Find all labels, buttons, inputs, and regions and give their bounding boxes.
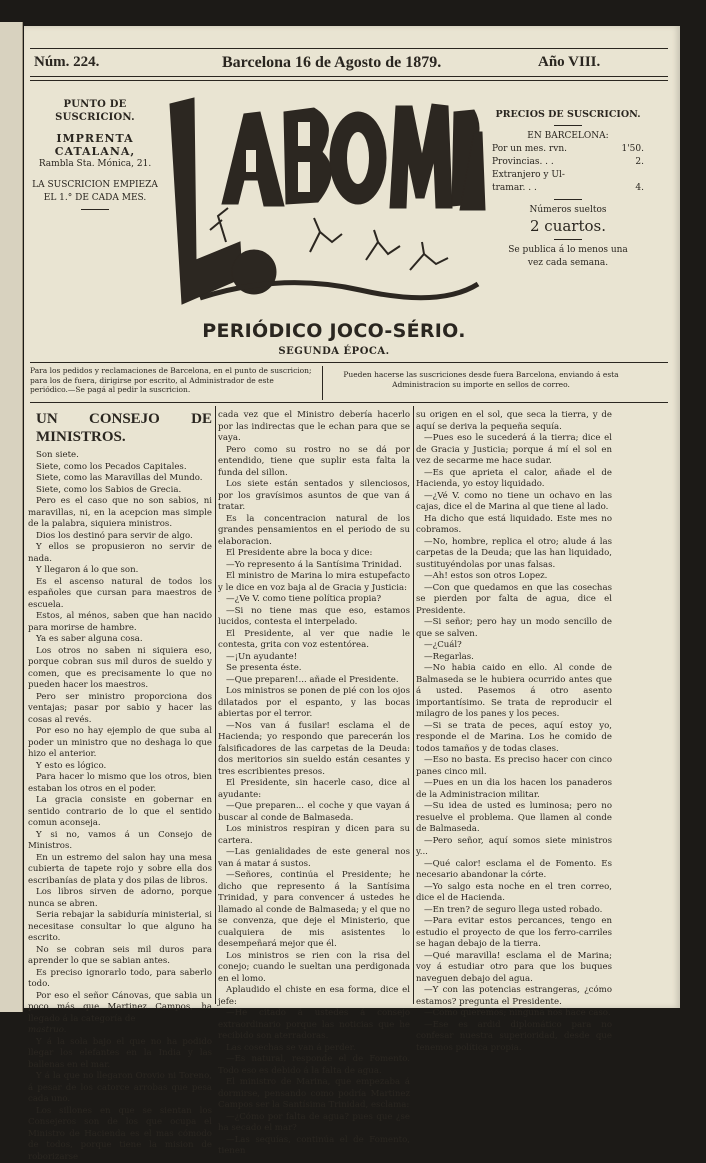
- column-rule-2: [413, 406, 414, 1004]
- price-row: tramar. . . 4.: [492, 182, 644, 195]
- right-box-divider-top: [554, 125, 582, 126]
- paragraph: Es preciso ignorarlo todo, para saberlo todo.: [28, 968, 212, 991]
- figure-standing: [210, 208, 228, 242]
- paragraph: Ha dicho que está liquidado. Este mes no cobramos.: [416, 514, 612, 537]
- subscription-point-heading: PUNTO DE SUSCRICION.: [32, 98, 158, 124]
- orders-notice: Para los pedidos y reclamaciones de Barcelona, en el punto de suscricion; para los de fuera, dirigirse por escrito, al Administrador de este periódico.—Se pagá al pedir la suscricion.: [30, 366, 312, 395]
- paragraph: El Presidente, sin hacerle caso, dice al ayudante:: [218, 778, 410, 801]
- masthead-top-rule: [30, 48, 668, 49]
- subscription-prices-box: [492, 108, 644, 270]
- paragraph: —¿Cómo por falta de agua? pues que ¿se ha secado el mar?: [218, 1112, 410, 1135]
- issue-number: Núm. 224.: [34, 54, 99, 71]
- paragraph: Ya es saber alguna cosa.: [28, 634, 212, 646]
- paragraph: —Pero señor, aquí somos siete ministros y...: [416, 836, 612, 859]
- subscription-point-box: [32, 98, 158, 214]
- figure-running-1: [310, 218, 342, 252]
- single-issue-price: 2 cuartos.: [492, 217, 644, 235]
- paragraph: Son siete.: [28, 450, 212, 462]
- article-column-1: [28, 410, 212, 1163]
- paragraph: —Qué maravilla! esclama el de Marina; voy á estudiar otro para que los buques naveguen debajo del agua.: [416, 951, 612, 986]
- paragraph: La gracia consiste en gobernar en sentido contrario de lo que el sentido comun aconseja.: [28, 795, 212, 830]
- article-column-2: [218, 410, 410, 1158]
- paragraph: Las cosechas se van á perder.: [218, 1043, 410, 1055]
- price-row: Extranjero y Ul-: [492, 169, 644, 182]
- paragraph: Y á la que no llegaron Orovio ni Toreno, á pesar de los catorce arrobas que pesa cada uno.: [28, 1071, 212, 1106]
- paragraph: Y llegaron á lo que son.: [28, 565, 212, 577]
- paragraph: Pero ser ministro proporciona dos ventajas; pasar por sabio y hacer las cosas al revés.: [28, 692, 212, 727]
- paragraph: —Pues eso le sucederá á la tierra; dice el de Gracia y Justicia; porque á mí el sol en vez de secarme me hace sudar.: [416, 433, 612, 468]
- single-issues-label: Números sueltos: [492, 204, 644, 217]
- paragraph: —Regarlas.: [416, 652, 612, 664]
- previous-page-edge: [0, 22, 23, 1012]
- newspaper-subtitle: PERIÓDICO JOCO-SÉRIO.: [164, 320, 504, 342]
- paragraph: —Yo salgo esta noche en el tren correo, dice el de Hacienda.: [416, 882, 612, 905]
- notice-bottom-rule: [30, 402, 668, 403]
- paragraph: Dios los destinó para servir de algo.: [28, 531, 212, 543]
- paragraph: —Eso no basta. Es preciso hacer con cinco panes cinco mil.: [416, 755, 612, 778]
- paragraph: —¿Cuál?: [416, 640, 612, 652]
- paragraph: Los libros sirven de adorno, porque nunca se abren.: [28, 887, 212, 910]
- subscription-start-line2: EL 1.° DE CADA MES.: [32, 192, 158, 205]
- paragraph: —Qué calor! esclama el de Fomento. Es necesario abandonar la córte.: [416, 859, 612, 882]
- paragraph: —¡Un ayudante!: [218, 652, 410, 664]
- paragraph: —Como queremos; ninguna nos hace caso.: [416, 1008, 612, 1020]
- paragraph: Por eso el señor Cánovas, que sabia un poco más que Martinez Campos, ha llegado á la categoría de: [28, 991, 212, 1026]
- press-name-line2: CATALANA,: [32, 145, 158, 158]
- paragraph: Los sillones en que se sientan los Consejeros son de los que ocupa el Ministro de Hacienda es el mas cómodo de todos, porque tiene la mision de roborizarse: [28, 1106, 212, 1163]
- paragraph: No se cobran seis mil duros para aprender lo que se sabian antes.: [28, 945, 212, 968]
- paragraph: Los ministros se ponen de pié con los ojos dilatados por el espanto, y las bocas abiertas por el terror.: [218, 686, 410, 721]
- paragraph: —¿Vé V. como no tiene un ochavo en las cajas, dice el de Marina al que tiene al lado.: [416, 491, 612, 514]
- paragraph: —Con que quedamos en que las cosechas se pierden por falta de agua, dice el Presidente.: [416, 583, 612, 618]
- paragraph: —Para evitar estos percances, tengo en estudio el proyecto de que los ferro-carriles se hagan debajo de la tierra.: [416, 916, 612, 951]
- paragraph: su origen en el sol, que seca la tierra, y de aquí se deriva la pequeña sequía.: [416, 410, 612, 433]
- paragraph: Aplaudido el chiste en esa forma, dice el jefe:: [218, 985, 410, 1008]
- press-address: Rambla Sta. Mónica, 21.: [32, 158, 158, 171]
- paragraph: El ministro de Marina lo mira estupefacto y le dice en voz baja al de Gracia y Justicia:: [218, 571, 410, 594]
- paragraph: Los ministros respiran y dicen para su cartera.: [218, 824, 410, 847]
- paragraph: Los ministros se rien con la risa del conejo; cuando le sueltan una perdigonada en el lomo.: [218, 951, 410, 986]
- remote-subscription-notice: Pueden hacerse las suscriciones desde fuera Barcelona, enviando á esta Administracion su importe en sellos de correo.: [338, 366, 624, 389]
- notice-top-rule: [30, 362, 668, 363]
- price-row: Provincias. . . 2.: [492, 156, 644, 169]
- right-box-divider-mid: [554, 199, 582, 200]
- article-column-3: [416, 410, 612, 1054]
- figure-running-2: [366, 230, 400, 260]
- paragraph: —Si no tiene mas que eso, estamos lucidos, contesta el interpelado.: [218, 606, 410, 629]
- figure-running-3: [410, 242, 448, 270]
- paragraph: Siete, como las Maravillas del Mundo.: [28, 473, 212, 485]
- paragraph: —No, hombre, replica el otro; alude á las carpetas de la Deuda; que las han liquidado, sustituyéndolas por unas falsas.: [416, 537, 612, 572]
- paragraph: —Que preparen... el coche y que vayan á buscar al conde de Balmaseda.: [218, 801, 410, 824]
- paragraph: Siete, como los Sabios de Grecia.: [28, 485, 212, 497]
- paragraph: Y á la sola bajo el que no ha podido llegar los elefantes en la India y las ballenas en el mar.: [28, 1037, 212, 1072]
- price-row: Por un mes. rvn. 1'50.: [492, 143, 644, 156]
- issue-year: Año VIII.: [538, 54, 600, 71]
- masthead-bottom-rule: [30, 76, 668, 77]
- issue-date: Barcelona 16 de Agosto de 1879.: [222, 54, 441, 72]
- subscription-start-line1: LA SUSCRICION EMPIEZA: [32, 179, 158, 192]
- paragraph: —En tren? de seguro llega usted robado.: [416, 905, 612, 917]
- paragraph: —Las sequías, continúa el de Fomento, tienen: [218, 1135, 410, 1158]
- paragraph: —He citado á ustedes á consejo extraordinario porque las noticias que he recibido son aterradoras.: [218, 1008, 410, 1043]
- paragraph: Para hacer lo mismo que los otros, bien estaban los otros en el poder.: [28, 772, 212, 795]
- press-name-line1: IMPRENTA: [32, 132, 158, 145]
- paragraph: mastruo.: [28, 1025, 212, 1037]
- left-box-divider: [81, 209, 109, 210]
- paragraph: —Que preparen!... añade el Presidente.: [218, 675, 410, 687]
- paragraph: Y ellos se propusieron no servir de nada.: [28, 542, 212, 565]
- paragraph: —Yo represento á la Santísima Trinidad.: [218, 560, 410, 572]
- paragraph: —Es que aprieta el calor, añade el de Hacienda, yo estoy liquidado.: [416, 468, 612, 491]
- right-box-divider-low: [554, 239, 582, 240]
- prices-city: EN BARCELONA:: [492, 130, 644, 143]
- newspaper-page: [24, 26, 680, 1008]
- paragraph: —Las genialidades de este general nos van á matar á sustos.: [218, 847, 410, 870]
- prices-heading: PRECIOS DE SUSCRICION.: [492, 108, 644, 121]
- column-rule-1: [215, 406, 216, 1004]
- masthead-double-rule: [30, 80, 668, 81]
- paragraph: —¿Ve V. como tiene política propia?: [218, 594, 410, 606]
- paragraph: Los otros no saben ni siquiera eso, porque cobran sus mil duros de sueldo y comen, que es precisamente lo que no pueden hacer los maestros.: [28, 646, 212, 692]
- paragraph: Se presenta éste.: [218, 663, 410, 675]
- paragraph: —Ah! estos son otros Lopez.: [416, 571, 612, 583]
- paragraph: —Es natural, responde el de Fomento. Todo eso es debido á la falta de agua.: [218, 1054, 410, 1077]
- paragraph: —Si señor; pero hay un modo sencillo de que se salven.: [416, 617, 612, 640]
- paragraph: —Señores, continúa el Presidente; he dicho que represento á la Santísima Trinidad, y para convencer á ustedes he llamado al conde de Balmaseda; y el que no se convenza, que deje el Ministerio, que cualquiera de mis asistentes lo desempeñará mejor que él.: [218, 870, 410, 951]
- paragraph: Por eso no hay ejemplo de que suba al poder un ministro que no deshaga lo que hizo el anterior.: [28, 726, 212, 761]
- paragraph: El Presidente, al ver que nadie le contesta, grita con voz estentórea.: [218, 629, 410, 652]
- paragraph: Y si no, vamos á un Consejo de Ministros.: [28, 830, 212, 853]
- paragraph: El ministro de Marina, que empezaba á dormirse, pensando como podría Martinez Campos ser la Santísima Trinidad, esclama:: [218, 1077, 410, 1112]
- frequency-line2: vez cada semana.: [492, 257, 644, 270]
- paragraph: Estos, al ménos, saben que han nacido para morirse de hambre.: [28, 611, 212, 634]
- paragraph: Es la concentracion natural de los grandes pensamientos en el periodo de su elaboracion.: [218, 514, 410, 549]
- paragraph: El Presidente abre la boca y dice:: [218, 548, 410, 560]
- la-bomba-logo: [160, 92, 485, 314]
- paragraph: —Ese es ardid diplomático para no confesar nuestra superioridad, desde que tenemos política propia.: [416, 1020, 612, 1055]
- paragraph: —No habia caido en ello. Al conde de Balmaseda se le hubiera ocurrido antes que á usted. Pasemos á otro asento importantísimo. Se trata de reproducir el milagro de los panes y los peces.: [416, 663, 612, 721]
- paragraph: Siete, como los Pecados Capitales.: [28, 462, 212, 474]
- paragraph: —Nos van á fusilar! esclama el de Hacienda; yo respondo que parecerán los falsificadores de las carpetas de la Deuda: dos meritorios sin sueldo están cesantes y tres escribientes presos.: [218, 721, 410, 779]
- logo-letter-m: [390, 104, 452, 208]
- paragraph: Los siete están sentados y silenciosos, por los gravísimos asuntos de que van á tratar.: [218, 479, 410, 514]
- paragraph: En un estremo del salon hay una mesa cubierta de tapete rojo y sobre ella dos escribanías de plata y dos pilas de libros.: [28, 853, 212, 888]
- frequency-line1: Se publica á lo menos una: [492, 244, 644, 257]
- paragraph: —Y con las potencias estrangeras, ¿cómo estamos? pregunta el Presidente.: [416, 985, 612, 1008]
- paragraph: Y esto es lógico.: [28, 761, 212, 773]
- notice-divider: [322, 366, 323, 400]
- paragraph: cada vez que el Ministro debería hacerlo por las indirectas que le echan para que se vaya.: [218, 410, 410, 445]
- paragraph: Seria rebajar la sabiduría ministerial, si necesitase consultar lo que alguno ha escrito.: [28, 910, 212, 945]
- paragraph: —Su idea de usted es luminosa; pero no resuelve el problema. Que llamen al conde de Balmaseda.: [416, 801, 612, 836]
- newspaper-epoch: SEGUNDA ÉPOCA.: [164, 346, 504, 357]
- paragraph: Pero como su rostro no se dá por entendido, tiene que suplir esta falta la funda del sillon.: [218, 445, 410, 480]
- paragraph: Es el ascenso natural de todos los españoles que cursan para maestros de escuela.: [28, 577, 212, 612]
- paragraph: Pero es el caso que no son sabios, ni maravillas, ni, en la acepcion mas simple de la palabra, siquiera ministros.: [28, 496, 212, 531]
- article-title: UN CONSEJO DE MINISTROS.: [36, 410, 212, 446]
- paragraph: —Pues en un dia los hacen los panaderos de la Administracion militar.: [416, 778, 612, 801]
- paragraph: —Si se trata de peces, aquí estoy yo, responde el de Marina. Los he comido de todos tamaños y de todas clases.: [416, 721, 612, 756]
